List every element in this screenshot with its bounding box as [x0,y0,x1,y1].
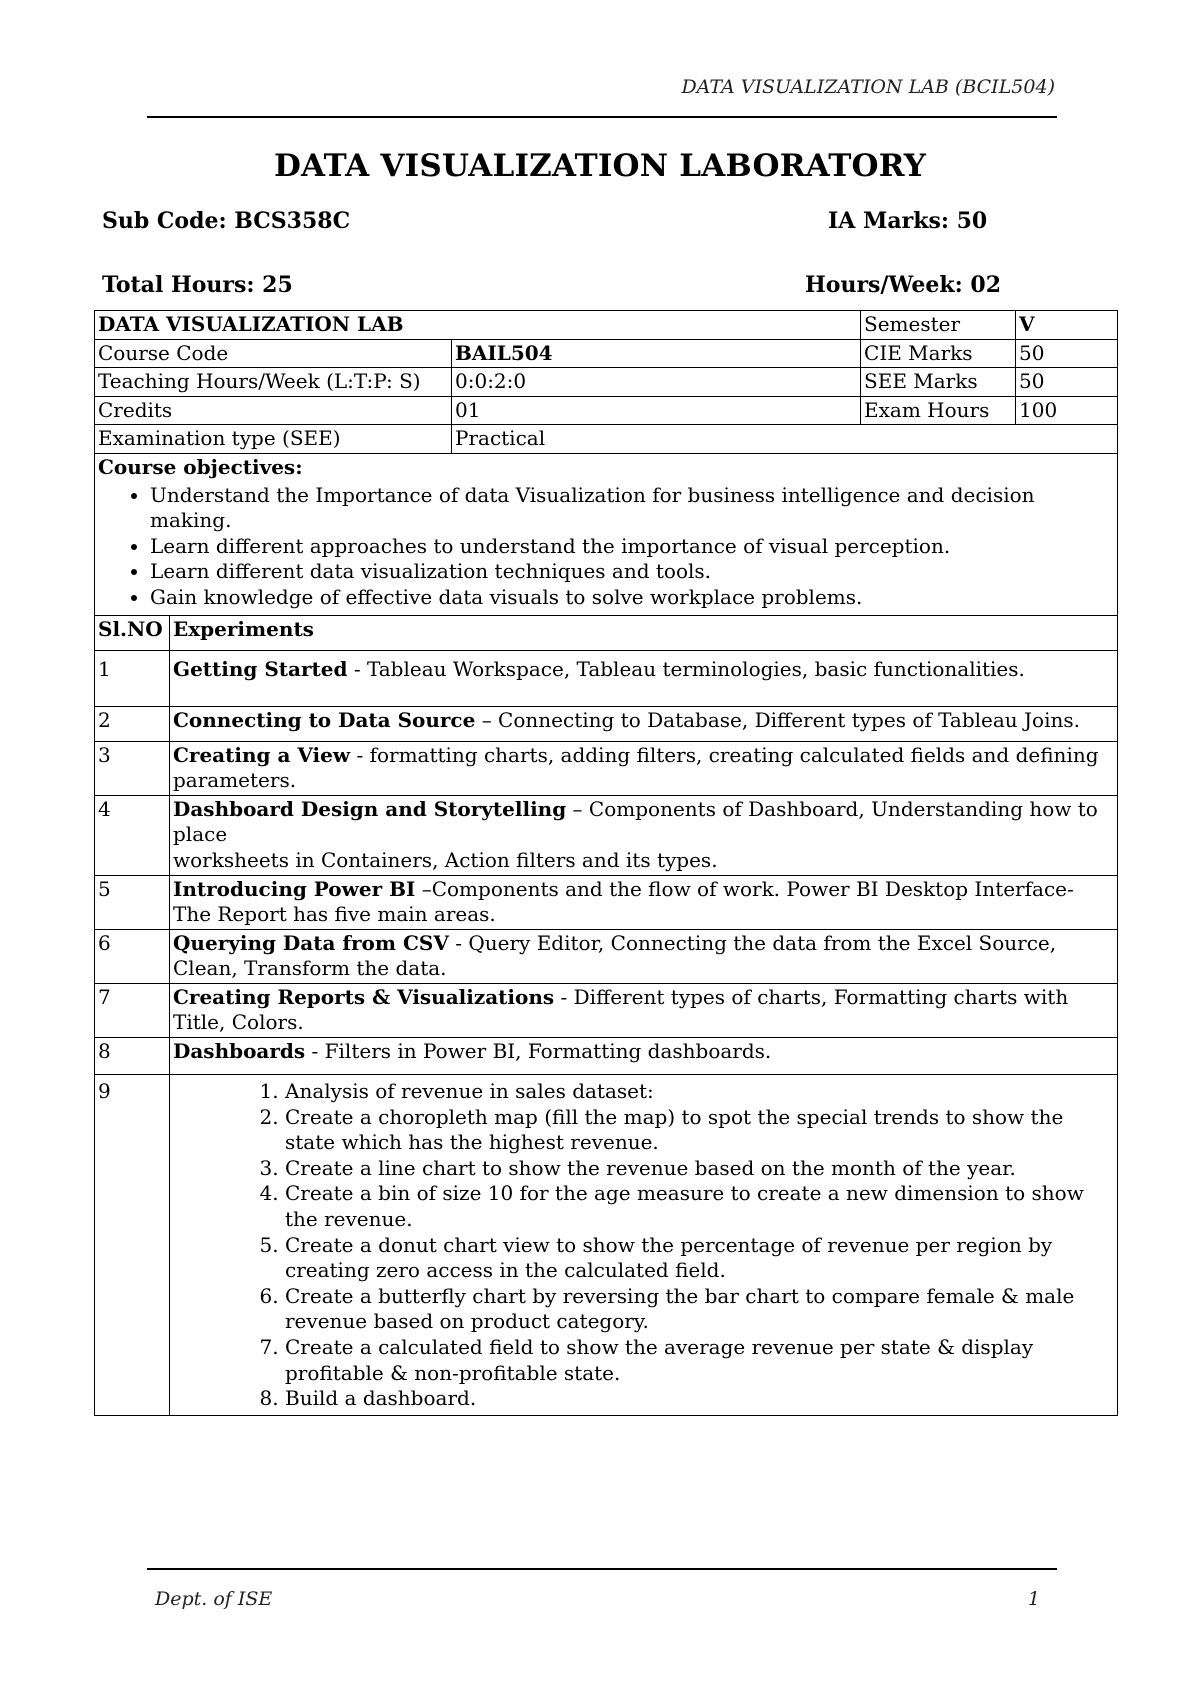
experiment-description: – Components of Dashboard, Understanding how to place [173,796,1098,847]
experiment-description: – Connecting to Database, Different types of Tableau Joins. [475,707,1080,732]
experiment-description: - Tableau Workspace, Tableau terminologies, basic functionalities. [347,656,1025,681]
experiment-number: 5 [95,875,170,929]
list-item: 4. Create a bin of size 10 for the age measure to create a new dimension to show the revenue. [285,1181,1114,1232]
experiment-number: 6 [95,929,170,983]
experiment-number: 9 [95,1075,170,1416]
cie-value: 50 [1016,339,1118,368]
course-code-value: BAIL504 [452,339,861,368]
list-item: • Understand the Importance of data Visualization for business intelligence and decision making. [150,483,1114,534]
experiment-cell [170,875,1118,929]
experiment-number: 2 [95,706,170,741]
table-row [95,875,1118,929]
experiment-number: 4 [95,795,170,875]
syllabus-table [94,310,1118,1416]
objectives-row [95,453,1118,615]
experiment-number: 3 [95,741,170,795]
experiment-title: Getting Started [173,656,348,681]
course-code-label: Course Code [95,339,452,368]
experiment-title: Introducing Power BI [173,876,416,901]
sub-code: Sub Code: BCS358C [102,208,351,234]
experiments-header-row [95,615,1118,650]
objectives-list [98,483,1114,611]
exam-type-value: Practical [452,425,1118,454]
info-row [95,339,1118,368]
experiment-cell [170,741,1118,795]
running-header: DATA VISUALIZATION LAB (BCIL504) [681,76,1055,98]
footer-rule [147,1568,1057,1570]
info-row [95,311,1118,340]
experiment-title: Creating Reports & Visualizations [173,984,555,1009]
experiment-number: 1 [95,650,170,706]
experiment-title: Creating a View [173,742,351,767]
cie-label: CIE Marks [861,339,1016,368]
experiment-number: 7 [95,983,170,1037]
info-row [95,425,1118,454]
footer-department: Dept. of ISE [155,1588,273,1610]
slno-header: Sl.NO [95,615,170,650]
total-hours: Total Hours: 25 [102,272,293,298]
experiment-description: - Different types of charts, Formatting charts with Title, Colors. [173,984,1069,1035]
task-list [173,1079,1114,1412]
experiment-description: - Query Editor, Connecting the data from the Excel Source, Clean, Transform the data. [173,930,1057,981]
experiment-cell [170,1075,1118,1416]
table-row [95,983,1118,1037]
table-row [95,706,1118,741]
experiment-cell [170,795,1118,875]
experiment-description-continued: worksheets in Containers, Action filters and its types. [173,847,718,872]
hours-per-week: Hours/Week: 02 [805,272,1002,298]
experiment-description: - formatting charts, adding filters, creating calculated fields and defining parameters. [173,742,1099,793]
list-item: 7. Create a calculated field to show the average revenue per state & display profitable & non-profitable state. [285,1335,1114,1386]
experiment-description: –Components and the flow of work. Power BI Desktop Interface- The Report has five main areas. [173,876,1074,927]
teaching-hours-label: Teaching Hours/Week (L:T:P: S) [95,368,452,397]
objectives-heading: Course objectives: [98,454,303,479]
experiment-cell [170,1038,1118,1075]
experiment-cell [170,983,1118,1037]
exam-hours-label: Exam Hours [861,396,1016,425]
table-row [95,795,1118,875]
list-item: 2. Create a choropleth map (fill the map) to spot the special trends to show the state which has the highest revenue. [285,1105,1114,1156]
semester-value: V [1016,311,1118,340]
experiment-title: Connecting to Data Source [173,707,476,732]
see-label: SEE Marks [861,368,1016,397]
experiment-cell [170,929,1118,983]
experiments-header: Experiments [170,615,1118,650]
table-row [95,929,1118,983]
list-item: 5. Create a donut chart view to show the percentage of revenue per region by creating zero access in the calculated field. [285,1233,1114,1284]
table-row [95,741,1118,795]
experiment-title: Dashboards [173,1039,306,1064]
list-item: 1. Analysis of revenue in sales dataset: [285,1079,1114,1105]
experiment-description: - Filters in Power BI, Formatting dashboards. [305,1039,772,1064]
experiment-number: 8 [95,1038,170,1075]
exam-hours-value: 100 [1016,396,1118,425]
experiment-title: Dashboard Design and Storytelling [173,796,567,821]
list-item: • Learn different approaches to understand the importance of visual perception. [150,534,1114,560]
teaching-hours-value: 0:0:2:0 [452,368,861,397]
table-row [95,650,1118,706]
page-number: 1 [1027,1588,1040,1610]
experiment-title: Querying Data from CSV [173,930,449,955]
course-objectives [95,453,1118,615]
list-item: 8. Build a dashboard. [285,1386,1114,1412]
table-row [95,1075,1118,1416]
semester-label: Semester [861,311,1016,340]
course-name: DATA VISUALIZATION LAB [95,311,861,340]
experiment-cell [170,650,1118,706]
ia-marks: IA Marks: 50 [828,208,988,234]
info-row [95,396,1118,425]
exam-type-label: Examination type (SEE) [95,425,452,454]
list-item: 6. Create a butterfly chart by reversing the bar chart to compare female & male revenue based on product category. [285,1284,1114,1335]
list-item: • Learn different data visualization techniques and tools. [150,559,1114,585]
credits-label: Credits [95,396,452,425]
experiment-cell [170,706,1118,741]
list-item: 3. Create a line chart to show the revenue based on the month of the year. [285,1156,1114,1182]
credits-value: 01 [452,396,861,425]
table-row [95,1038,1118,1075]
info-row [95,368,1118,397]
see-value: 50 [1016,368,1118,397]
header-rule [147,116,1057,118]
document-title: DATA VISUALIZATION LABORATORY [273,148,927,184]
list-item: • Gain knowledge of effective data visuals to solve workplace problems. [150,585,1114,611]
